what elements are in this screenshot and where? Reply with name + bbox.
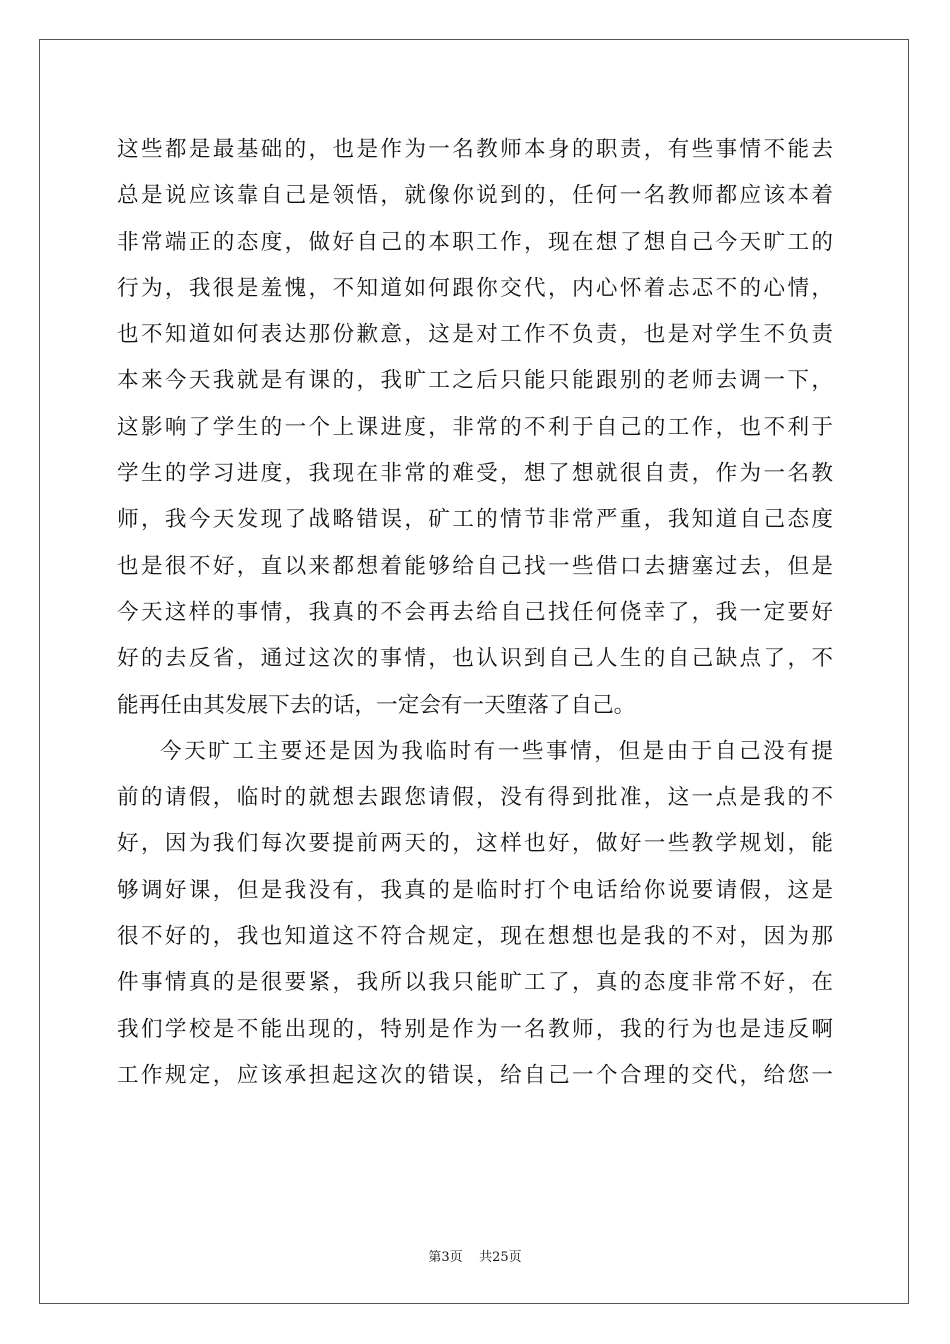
text-line: 够调好课，但是我没有，我真的是临时打个电话给你说要请假，这是 (117, 877, 833, 903)
text-line: 前的请假，临时的就想去跟您请假，没有得到批准，这一点是我的不 (117, 785, 833, 811)
text-line: 行为，我很是羞愧，不知道如何跟你交代，内心怀着忐忑不的心情， (117, 275, 833, 301)
page-number: 第3页 (428, 1250, 463, 1265)
text-line: 本来今天我就是有课的，我旷工之后只能只能跟别的老师去调一下， (117, 368, 833, 394)
footer-spacer (463, 1250, 480, 1265)
text-line: 很不好的，我也知道这不符合规定，现在想想也是我的不对，因为那 (117, 924, 833, 950)
text-line: 总是说应该靠自己是领悟，就像你说到的，任何一名教师都应该本着 (117, 183, 833, 209)
text-line: 学生的学习进度，我现在非常的难受，想了想就很自责，作为一名教 (117, 461, 833, 487)
document-body (117, 127, 833, 1099)
text-line: 非常端正的态度，做好自己的本职工作，现在想了想自己今天旷工的 (117, 229, 833, 255)
text-line: 也不知道如何表达那份歉意，这是对工作不负责，也是对学生不负责 (117, 322, 833, 348)
paragraph-end-line: 能再任由其发展下去的话，一定会有一天堕落了自己。 (117, 692, 636, 718)
text-line: 今天这样的事情，我真的不会再去给自己找任何侥幸了，我一定要好 (117, 599, 833, 625)
page-total: 共25页 (479, 1250, 522, 1265)
text-line: 好，因为我们每次要提前两天的，这样也好，做好一些教学规划，能 (117, 831, 833, 857)
text-line: 件事情真的是很要紧，我所以我只能旷工了，真的态度非常不好，在 (117, 970, 833, 996)
text-line: 好的去反省，通过这次的事情，也认识到自己人生的自己缺点了，不 (117, 646, 833, 672)
text-line: 这影响了学生的一个上课进度，非常的不利于自己的工作，也不利于 (117, 414, 833, 440)
text-line: 师，我今天发现了战略错误，矿工的情节非常严重，我知道自己态度 (117, 507, 833, 533)
paragraph-first-line: 今天旷工主要还是因为我临时有一些事情，但是由于自己没有提 (160, 738, 833, 764)
text-line: 这些都是最基础的，也是作为一名教师本身的职责，有些事情不能去 (117, 137, 833, 162)
page-footer (0, 1246, 950, 1265)
text-line: 也是很不好，直以来都想着能够给自己找一些借口去搪塞过去，但是 (117, 553, 833, 579)
text-line: 工作规定，应该承担起这次的错误，给自己一个合理的交代，给您一 (117, 1062, 833, 1088)
text-line: 我们学校是不能出现的，特别是作为一名教师，我的行为也是违反啊 (117, 1016, 833, 1042)
